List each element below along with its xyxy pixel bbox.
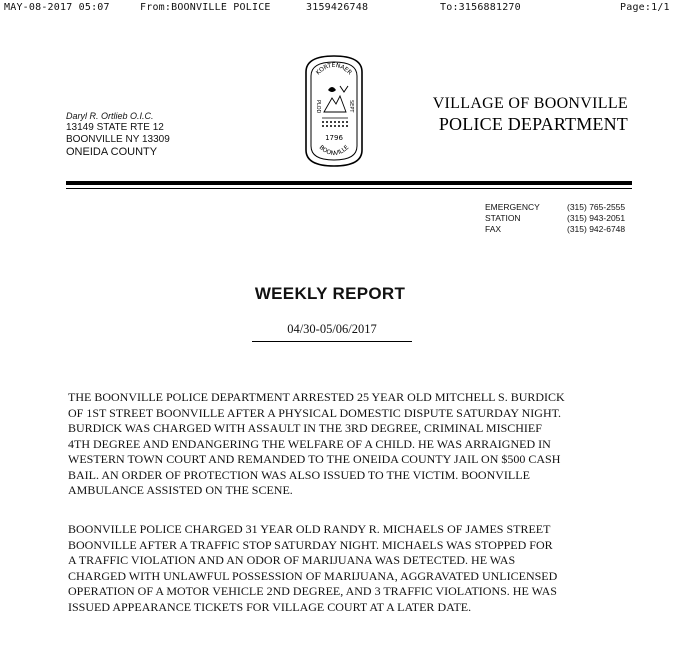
report-paragraph-1: [68, 390, 638, 499]
contact-number: (315) 943-2051: [567, 213, 626, 223]
contact-number: (315) 765-2555: [567, 202, 626, 212]
fax-header: [0, 2, 690, 16]
contact-number: (315) 942-6748: [567, 224, 626, 234]
contact-label: FAX: [485, 224, 502, 234]
officer-city: BOONVILLE NY 13309: [66, 134, 170, 145]
paragraph-line: CHARGED WITH UNLAWFUL POSSESSION OF MARIJUANA, AGGRAVATED UNLICENSED: [68, 568, 558, 583]
report-paragraph-2: [68, 522, 638, 615]
seal-year: 1796: [325, 134, 343, 142]
fax-page: Page:1/1: [620, 2, 670, 13]
header-divider-thin: [66, 188, 632, 189]
seal-right-text: SEPT: [348, 100, 354, 113]
paragraph-line: BAIL. AN ORDER OF PROTECTION WAS ALSO ISSUED TO THE VICTIM. BOONVILLE: [68, 467, 530, 482]
officer-block: [66, 110, 170, 158]
fax-to: To:3156881270: [440, 2, 521, 13]
seal-bottom-text: BOONVILLE: [317, 143, 351, 158]
contact-label: STATION: [485, 213, 521, 223]
paragraph-line: WESTERN TOWN COURT AND REMANDED TO THE ONEIDA COUNTY JAIL ON $500 CASH: [68, 452, 561, 466]
report-dates: 04/30-05/06/2017: [252, 322, 412, 342]
contact-label: EMERGENCY: [485, 202, 540, 212]
contact-row: [485, 224, 625, 235]
contact-list: [485, 202, 625, 235]
paragraph-line: BOONVILLE POLICE CHARGED 31 YEAR OLD RANDY R. MICHAELS OF JAMES STREET: [68, 522, 551, 536]
officer-name: Daryl R. Ortlieb O.I.C.: [66, 111, 154, 121]
village-seal: [302, 50, 366, 170]
fax-from: From:BOONVILLE POLICE: [140, 2, 271, 13]
paragraph-line: ISSUED APPEARANCE TICKETS FOR VILLAGE COURT AT A LATER DATE.: [68, 599, 472, 614]
paragraph-line: BURDICK WAS CHARGED WITH ASSAULT IN THE 3RD DEGREE, CRIMINAL MISCHIEF: [68, 421, 542, 435]
seal-top-text: KORTENAER: [314, 61, 354, 77]
paragraph-line: THE BOONVILLE POLICE DEPARTMENT ARRESTED 25 YEAR OLD MITCHELL S. BURDICK: [68, 390, 565, 404]
fax-from-number: 3159426748: [306, 2, 369, 13]
contact-row: [485, 202, 625, 213]
report-title: WEEKLY REPORT: [254, 284, 406, 303]
paragraph-line: OF 1ST STREET BOONVILLE AFTER A PHYSICAL DOMESTIC DISPUTE SATURDAY NIGHT.: [68, 405, 562, 420]
paragraph-line: AMBULANCE ASSISTED ON THE SCENE.: [68, 483, 293, 497]
contact-row: [485, 213, 625, 224]
department-line-1: VILLAGE OF BOONVILLE: [432, 95, 628, 112]
fax-timestamp: MAY-08-2017 05:07: [4, 2, 110, 13]
paragraph-line: BOONVILLE AFTER A TRAFFIC STOP SATURDAY NIGHT. MICHAELS WAS STOPPED FOR: [68, 537, 553, 552]
paragraph-line: A TRAFFIC VIOLATION AND AN ODOR OF MARIJUANA WAS DETECTED. HE WAS: [68, 553, 516, 567]
department-heading: [368, 95, 628, 135]
officer-street: 13149 STATE RTE 12: [66, 122, 164, 133]
department-line-2: POLICE DEPARTMENT: [438, 114, 628, 134]
svg-text:BOONVILLE: [318, 144, 351, 157]
seal-emblem: [322, 86, 348, 127]
officer-county: ONEIDA COUNTY: [66, 146, 158, 158]
paragraph-line: OPERATION OF A MOTOR VEHICLE 2ND DEGREE, AND 3 TRAFFIC VIOLATIONS. HE WAS: [68, 584, 557, 598]
paragraph-line: 4TH DEGREE AND ENDANGERING THE WELFARE OF A CHILD. HE WAS ARRAIGNED IN: [68, 436, 551, 451]
header-divider-thick: [66, 181, 632, 185]
seal-left-text: PLOD: [315, 100, 321, 114]
